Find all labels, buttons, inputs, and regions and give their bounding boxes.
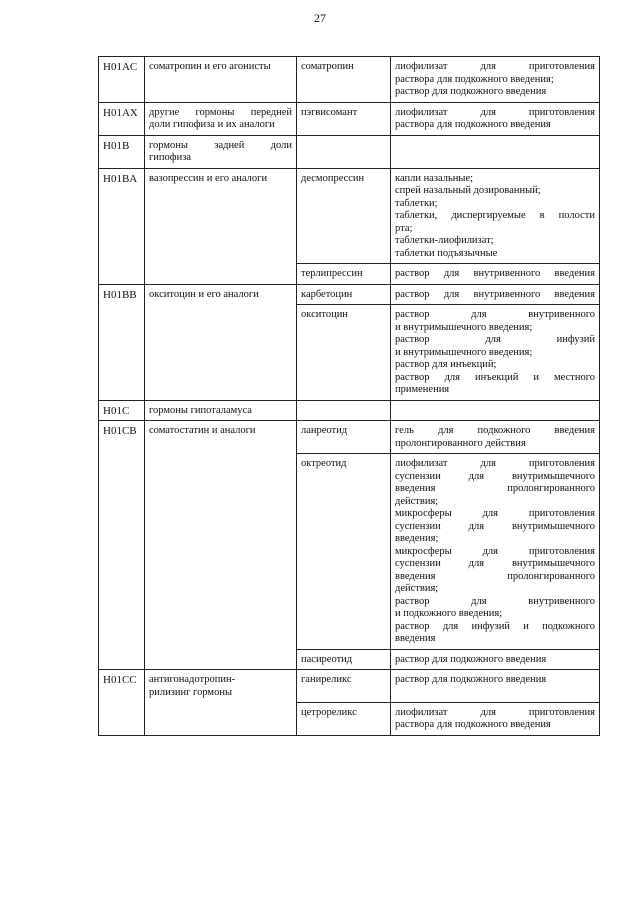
form-line: пролонгированного действия bbox=[395, 437, 526, 449]
form-line: введения; bbox=[395, 533, 439, 544]
substance-cell: окситоцин bbox=[297, 305, 391, 401]
dosage-form-cell bbox=[391, 135, 600, 168]
dosage-form-cell bbox=[391, 305, 600, 401]
form-line: введения пролонгированного bbox=[395, 570, 595, 582]
form-line: рта; bbox=[395, 222, 413, 234]
atc-code-cell: H01B bbox=[99, 135, 145, 168]
table-row bbox=[99, 305, 600, 401]
group-cell bbox=[145, 57, 297, 103]
table-row bbox=[99, 284, 600, 305]
dosage-form-cell bbox=[391, 702, 600, 735]
group-cell bbox=[145, 264, 297, 285]
form-line: раствор для подкожного введения bbox=[395, 674, 547, 685]
table-row bbox=[99, 702, 600, 735]
table-row bbox=[99, 421, 600, 454]
form-line: и внутримышечного введения; bbox=[395, 321, 533, 333]
form-line: раствор для внутривенного bbox=[395, 595, 595, 607]
form-line: раствор для инъекций и местного bbox=[395, 371, 595, 383]
dosage-form-cell bbox=[391, 421, 600, 454]
form-line: таблетки; bbox=[395, 197, 438, 209]
table-row bbox=[99, 670, 600, 703]
group-cell bbox=[145, 702, 297, 735]
form-line: действия; bbox=[395, 583, 439, 594]
dosage-form-cell bbox=[391, 57, 600, 103]
substance-cell: терлипрессин bbox=[297, 264, 391, 285]
group-line: соматостатин и аналоги bbox=[149, 425, 256, 436]
group-cell bbox=[145, 102, 297, 135]
substance-cell bbox=[297, 400, 391, 421]
group-cell bbox=[145, 305, 297, 401]
substance-cell: ланреотид bbox=[297, 421, 391, 454]
group-line: рилизинг гормоны bbox=[149, 686, 233, 698]
form-line: лиофилизат для приготовления bbox=[395, 458, 595, 469]
form-line: раствор для внутривенного введения bbox=[395, 268, 595, 279]
form-line: раствор для инфузий bbox=[395, 334, 595, 345]
group-cell bbox=[145, 649, 297, 670]
group-cell bbox=[145, 135, 297, 168]
atc-code-cell: H01AX bbox=[99, 102, 145, 135]
table-row bbox=[99, 454, 600, 650]
form-line: раствора для подкожного введения; bbox=[395, 73, 554, 85]
group-cell bbox=[145, 284, 297, 305]
group-line: соматропин и его агонисты bbox=[149, 61, 271, 72]
form-line: раствор для инфузий и подкожного bbox=[395, 620, 595, 632]
table-row bbox=[99, 135, 600, 168]
group-cell bbox=[145, 421, 297, 454]
form-line: гель для подкожного введения bbox=[395, 425, 595, 436]
form-line: суспензии для внутримышечного bbox=[395, 470, 595, 482]
substance-cell: октреотид bbox=[297, 454, 391, 650]
table-row bbox=[99, 168, 600, 264]
dosage-form-cell bbox=[391, 168, 600, 264]
table-body bbox=[99, 57, 600, 736]
form-line: раствор для инъекций; bbox=[395, 359, 497, 370]
form-line: капли назальные; bbox=[395, 172, 474, 184]
substance-cell: ганиреликс bbox=[297, 670, 391, 703]
form-line: раствор для подкожного введения bbox=[395, 653, 547, 665]
form-line: введения пролонгированного bbox=[395, 483, 595, 494]
form-line: раствора для подкожного введения bbox=[395, 119, 551, 130]
substance-cell: карбетоцин bbox=[297, 284, 391, 305]
form-line: спрей назальный дозированный; bbox=[395, 185, 541, 196]
atc-code-cell bbox=[99, 454, 145, 650]
atc-code-cell: H01BB bbox=[99, 284, 145, 305]
form-line: применения bbox=[395, 384, 450, 395]
form-line: раствор для внутривенного bbox=[395, 309, 595, 320]
dosage-form-cell bbox=[391, 102, 600, 135]
form-line: таблетки-лиофилизат; bbox=[395, 235, 494, 246]
group-cell bbox=[145, 454, 297, 650]
dosage-form-cell bbox=[391, 649, 600, 670]
atc-code-cell bbox=[99, 264, 145, 285]
atc-code-cell: H01AC bbox=[99, 57, 145, 103]
group-line: окситоцин и его аналоги bbox=[149, 288, 259, 300]
form-line: раствор для подкожного введения bbox=[395, 86, 547, 97]
dosage-form-cell bbox=[391, 284, 600, 305]
table-row bbox=[99, 400, 600, 421]
atc-code-cell: H01BA bbox=[99, 168, 145, 264]
form-line: таблетки, диспергируемые в полости bbox=[395, 210, 595, 221]
form-line: лиофилизат для приготовления bbox=[395, 61, 595, 72]
group-cell bbox=[145, 400, 297, 421]
substance-cell: цетрореликс bbox=[297, 702, 391, 735]
substance-cell: пасиреотид bbox=[297, 649, 391, 670]
atc-code-cell: H01CC bbox=[99, 670, 145, 703]
table-row bbox=[99, 57, 600, 103]
form-line: раствора для подкожного введения bbox=[395, 719, 551, 730]
dosage-form-cell bbox=[391, 454, 600, 650]
form-line: микросферы для приготовления bbox=[395, 545, 595, 557]
group-line: гормоны гипоталамуса bbox=[149, 404, 252, 416]
form-line: лиофилизат для приготовления bbox=[395, 706, 595, 718]
substance-cell: пэгвисомант bbox=[297, 102, 391, 135]
group-cell bbox=[145, 670, 297, 703]
group-line: антигонадотропин- bbox=[149, 674, 236, 685]
atc-code-cell bbox=[99, 305, 145, 401]
form-line: лиофилизат для приготовления bbox=[395, 106, 595, 118]
group-cell bbox=[145, 168, 297, 264]
substance-cell: десмопрессин bbox=[297, 168, 391, 264]
group-line: гормоны задней доли bbox=[149, 139, 292, 151]
atc-code-cell bbox=[99, 649, 145, 670]
table-row bbox=[99, 102, 600, 135]
drug-table bbox=[98, 56, 600, 736]
form-line: и подкожного введения; bbox=[395, 608, 503, 619]
form-line: раствор для внутривенного введения bbox=[395, 288, 595, 300]
table-row bbox=[99, 649, 600, 670]
table-row bbox=[99, 264, 600, 285]
form-line: действия; bbox=[395, 495, 439, 507]
form-line: микросферы для приготовления bbox=[395, 508, 595, 519]
form-line: введения bbox=[395, 633, 436, 644]
substance-cell bbox=[297, 135, 391, 168]
dosage-form-cell bbox=[391, 400, 600, 421]
page-number: 27 bbox=[314, 11, 326, 25]
form-line: и внутримышечного введения; bbox=[395, 346, 533, 358]
form-line: суспензии для внутримышечного bbox=[395, 558, 595, 569]
dosage-form-cell bbox=[391, 264, 600, 285]
dosage-form-cell bbox=[391, 670, 600, 703]
group-line: другие гормоны передней bbox=[149, 106, 292, 118]
group-line: вазопрессин и его аналоги bbox=[149, 172, 268, 184]
group-line: гипофиза bbox=[149, 152, 192, 163]
group-line: доли гипофиза и их аналоги bbox=[149, 119, 275, 130]
atc-code-cell: H01C bbox=[99, 400, 145, 421]
atc-code-cell: H01CB bbox=[99, 421, 145, 454]
form-line: таблетки подъязычные bbox=[395, 247, 498, 259]
form-line: суспензии для внутримышечного bbox=[395, 520, 595, 532]
atc-code-cell bbox=[99, 702, 145, 735]
substance-cell: соматропин bbox=[297, 57, 391, 103]
